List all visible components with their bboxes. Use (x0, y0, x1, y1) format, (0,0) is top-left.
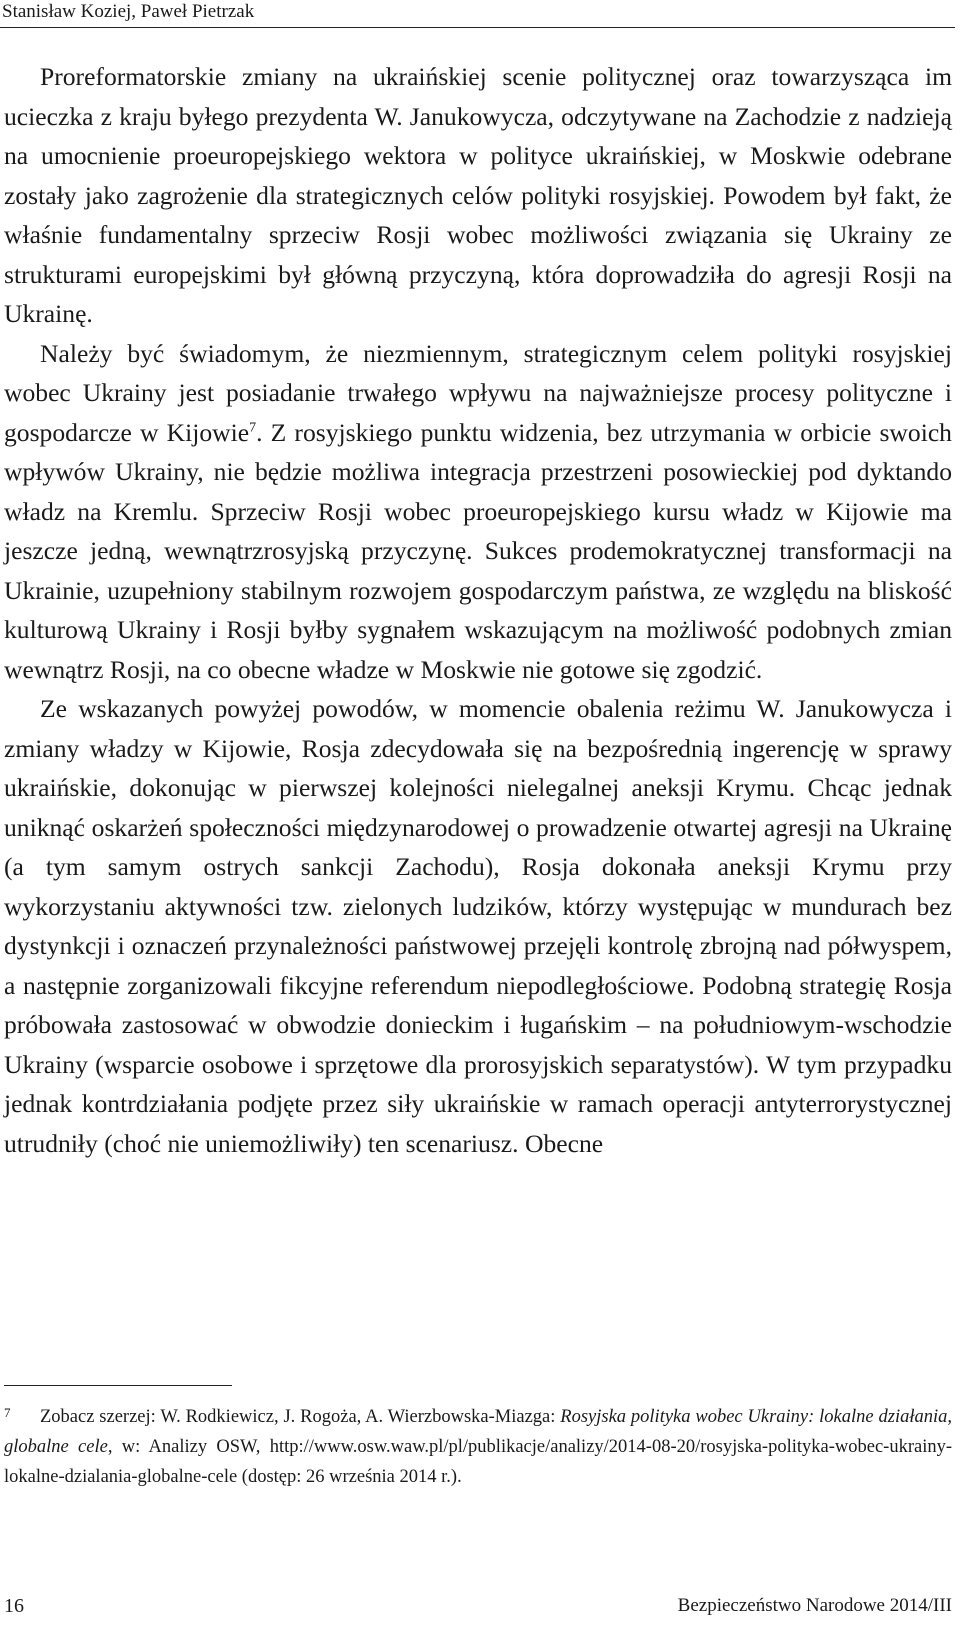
footnote-rest: , w: Analizy OSW, http://www.osw.waw.pl/pl/publikacje/analizy/2014-08-20/rosyjska-polityka-wobec-ukrainy-lokalne-dzialania-globalne-cele (dostęp: 26 września 2014 r.). (4, 1437, 952, 1487)
footnote-text (4, 1402, 952, 1492)
footnote-reference[interactable]: 7 (249, 419, 257, 435)
footnote-number: 7 (4, 1405, 11, 1420)
footnote-title: Rosyjska polityka wobec Ukrainy: lokalne działania, globalne cele (4, 1407, 952, 1457)
footnote-lead: Zobacz szerzej: W. Rodkiewicz, J. Rogoża, A. Wierzbowska-Miazga: (40, 1407, 561, 1427)
footnote (4, 1402, 952, 1492)
header-authors: Stanisław Koziej, Paweł Pietrzak (2, 1, 255, 22)
running-header (0, 0, 955, 28)
body-text (4, 57, 952, 1163)
paragraph-3: Ze wskazanych powyżej powodów, w momencie obalenia reżimu W. Janukowycza i zmiany władzy w Kijowie, Rosja zdecydowała się na bezpośrednią ingerencję w sprawy ukraińskie, dokonując w pierwszej kolejności nielegalnej aneksji Krymu. Chcąc jednak uniknąć oskarżeń społeczności międzynarodowej o prowadzenie otwartej agresji na Ukrainę (a tym samym ostrych sankcji Zachodu), Rosja dokonała aneksji Krymu przy wykorzystaniu aktywności tzw. zielonych ludzików, którzy występując w mundurach bez dystynkcji i oznaczeń przynależności państwowej przejęli kontrolę zbrojną nad półwyspem, a następnie zorganizowali fikcyjne referendum niepodległościowe. Podobną strategię Rosja próbowała zastosować w obwodzie donieckim i ługańskim – na południowym-wschodzie Ukrainy (wsparcie osobowe i sprzętowe dla prorosyjskich separatystów). W tym przypadku jednak kontrdziałania podjęte przez siły ukraińskie w ramach operacji antyterrorystycznej utrudniły (choć nie uniemożliwiły) ten scenariusz. Obecne (4, 694, 952, 1158)
paragraph-1: Proreformatorskie zmiany na ukraińskiej scenie politycznej oraz towarzysząca im ucieczka z kraju byłego prezydenta W. Janukowycza, odczytywane na Zachodzie z nadzieją na umocnienie proeuropejskiego wektora w polityce ukraińskiej, w Moskwie odebrane zostały jako zagrożenie dla strategicznych celów polityki rosyjskiej. Powodem był fakt, że właśnie fundamentalny sprzeciw Rosji wobec możliwości związania się Ukrainy ze strukturami europejskimi był główną przyczyną, która doprowadziła do agresji Rosji na Ukrainę. (4, 62, 952, 328)
paragraph-2-text-b: . Z rosyjskiego punktu widzenia, bez utrzymania w orbicie swoich wpływów Ukrainy, nie będzie możliwa integracja przestrzeni posowieckiej pod dyktando władz na Kremlu. Sprzeciw Rosji wobec proeuropejskiego kursu władz w Kijowie ma jeszcze jedną, wewnątrzrosyjską przyczynę. Sukces prodemokratycznej transformacji na Ukrainie, uzupełniony stabilnym rozwojem gospodarczym państwa, ze względu na bliskość kulturową Ukrainy i Rosji byłby sygnałem wskazującym na możliwość podobnych zmian wewnątrz Rosji, na co obecne władze w Moskwie nie gotowe się zgodzić. (4, 417, 952, 684)
footnote-separator (4, 1385, 232, 1386)
page-number: 16 (4, 1595, 24, 1617)
paragraph-2-text-a: Należy być świadomym, że niezmiennym, strategicznym celem polityki rosyjskiej wobec Ukrainy jest posiadanie trwałego wpływu na najważniejsze procesy polityczne i gospodarcze w Kijowie (4, 338, 952, 447)
paragraph-2 (4, 334, 952, 690)
journal-name: Bezpieczeństwo Narodowe 2014/III (677, 1595, 952, 1616)
